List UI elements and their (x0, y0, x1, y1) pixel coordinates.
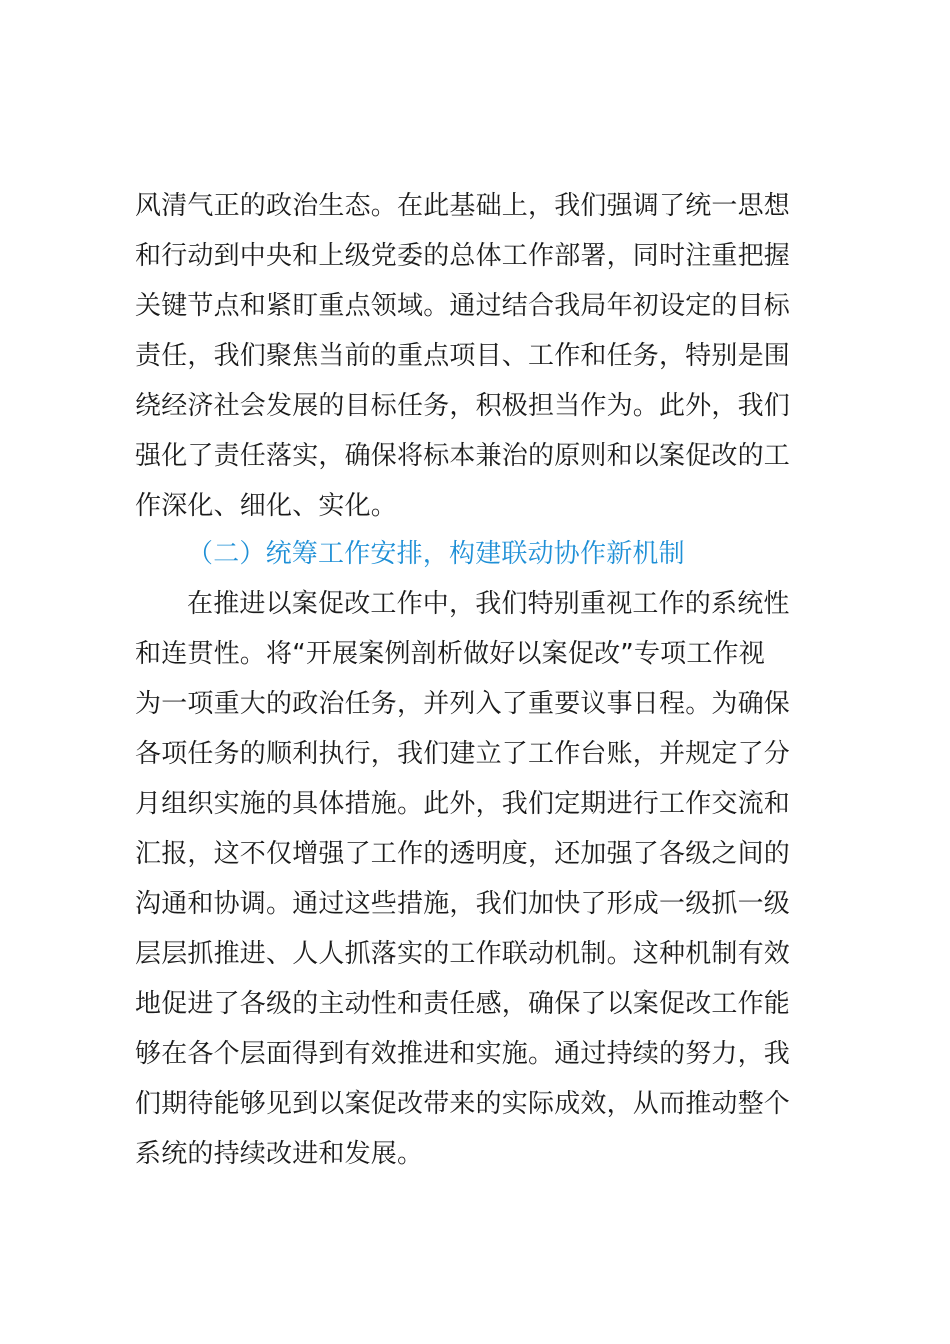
paragraph-2-line: 沟通和协调。通过这些措施，我们加快了形成一级抓一级 (135, 889, 791, 919)
paragraph-2-line: 地促进了各级的主动性和责任感，确保了以案促改工作能 (135, 989, 791, 1019)
paragraph-2-line: 为一项重大的政治任务，并列入了重要议事日程。为确保 (135, 689, 791, 719)
section-heading: （二）统筹工作安排，构建联动协作新机制 (187, 539, 685, 569)
paragraph-2-line: 和连贯性。将“开展案例剖析做好以案促改”专项工作视 (135, 639, 765, 669)
paragraph-1-line: 风清气正的政治生态。在此基础上，我们强调了统一思想 (135, 191, 791, 221)
paragraph-2-line: 们期待能够见到以案促改带来的实际成效，从而推动整个 (135, 1089, 791, 1119)
paragraph-2-line: 在推进以案促改工作中，我们特别重视工作的系统性 (187, 589, 790, 619)
paragraph-1-line: 绕经济社会发展的目标任务，积极担当作为。此外，我们 (135, 391, 791, 421)
paragraph-1-line: 责任，我们聚焦当前的重点项目、工作和任务，特别是围 (135, 341, 791, 371)
paragraph-2-line: 系统的持续改进和发展。 (135, 1139, 424, 1169)
paragraph-1-line: 和行动到中央和上级党委的总体工作部署，同时注重把握 (135, 241, 791, 271)
paragraph-2-line: 月组织实施的具体措施。此外，我们定期进行工作交流和 (135, 789, 791, 819)
paragraph-1-line: 强化了责任落实，确保将标本兼治的原则和以案促改的工 (135, 441, 791, 471)
paragraph-1 (135, 181, 835, 531)
paragraph-1-line: 关键节点和紧盯重点领域。通过结合我局年初设定的目标 (135, 291, 791, 321)
paragraph-2-line: 汇报，这不仅增强了工作的透明度，还加强了各级之间的 (135, 839, 791, 869)
paragraph-1-line: 作深化、细化、实化。 (135, 491, 398, 521)
paragraph-2-line: 够在各个层面得到有效推进和实施。通过持续的努力，我 (135, 1039, 791, 1069)
paragraph-2-line: 层层抓推进、人人抓落实的工作联动机制。这种机制有效 (135, 939, 791, 969)
paragraph-2 (135, 579, 835, 1179)
section-heading-block (135, 529, 835, 579)
paragraph-2-line: 各项任务的顺利执行，我们建立了工作台账，并规定了分 (135, 739, 791, 769)
